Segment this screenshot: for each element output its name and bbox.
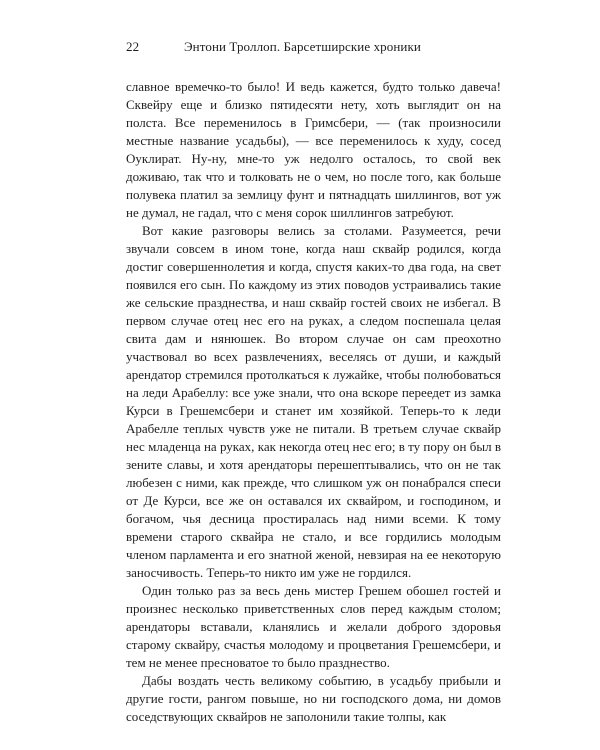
running-title: Энтони Троллоп. Барсетширские хроники (184, 39, 421, 54)
paragraph-2: Вот какие разговоры велись за столами. Разумеется, речи звучали совсем в ином тоне, когда наш сквайр родился, когда достиг совершеннолетия и когда, спустя каких-то два года, на свет появился его сын. По каждому из этих поводов устраивались такие же сельские празднества, и наш сквайр гостей своих не избегал. В первом случае отец нес его на руках, а следом поспешала целая свита дам и нянюшек. Во втором случае он сам преохотно участвовал во всех развлечениях, веселясь от души, и каждый арендатор стремился протолкаться к лужайке, чтобы полюбоваться на леди Арабеллу: все уже знали, что она вскоре переедет из замка Курси в Грешемсбери и станет им хозяйкой. Теперь-то к леди Арабелле теплых чувств уже не питали. В третьем случае сквайр нес младенца на руках, как некогда отец нес его; в ту пору он был в зените славы, и хотя арендаторы перешептывались, что он не так любезен с ними, как прежде, что слишком уж он понабрался спеси от Де Курси, все же он оставался их сквайром, и господином, и богачом, чья десница простиралась над ними всеми. К тому времени старого сквайра не стало, и все гордились молодым членом парламента и его знатной женой, невзирая на ее некоторую заносчивость. Теперь-то никто им уже не гордился. (126, 223, 501, 580)
paragraph-4: Дабы воздать честь великому событию, в усадьбу прибыли и другие гости, рангом повыше, но ни господского дома, ни домов соседствующих сквайров не заполонили такие толпы, как (126, 673, 501, 724)
page-number: 22 (126, 39, 140, 54)
paragraph-1: славное времечко-то было! И ведь кажется, будто только давеча! Сквейру еще и близко пятидесяти нету, хоть выглядит он на полста. Все переменилось в Гримсбери, — (так произносили местные название усадьбы), — все переменилось к худу, сосед Оуклират. Ну-ну, мне-то уж недолго осталось, то свой век доживаю, так что и толковать не о чем, но после того, как больше полувека платил за землицу фунт и пятнадцать шиллингов, вот уж не думал, не гадал, что с меня сорок шиллингов затребуют. (126, 79, 501, 220)
book-page (126, 36, 501, 726)
paragraph-3: Один только раз за весь день мистер Грешем обошел гостей и произнес несколько приветственных слов перед каждым столом; арендаторы вставали, кланялись и желали доброго здоровья старому сквайру, счастья молодому и процветания Грешемсбери, и тем не менее пресноватое то было празднество. (126, 583, 501, 670)
running-head (126, 36, 501, 58)
body-text (126, 78, 501, 726)
